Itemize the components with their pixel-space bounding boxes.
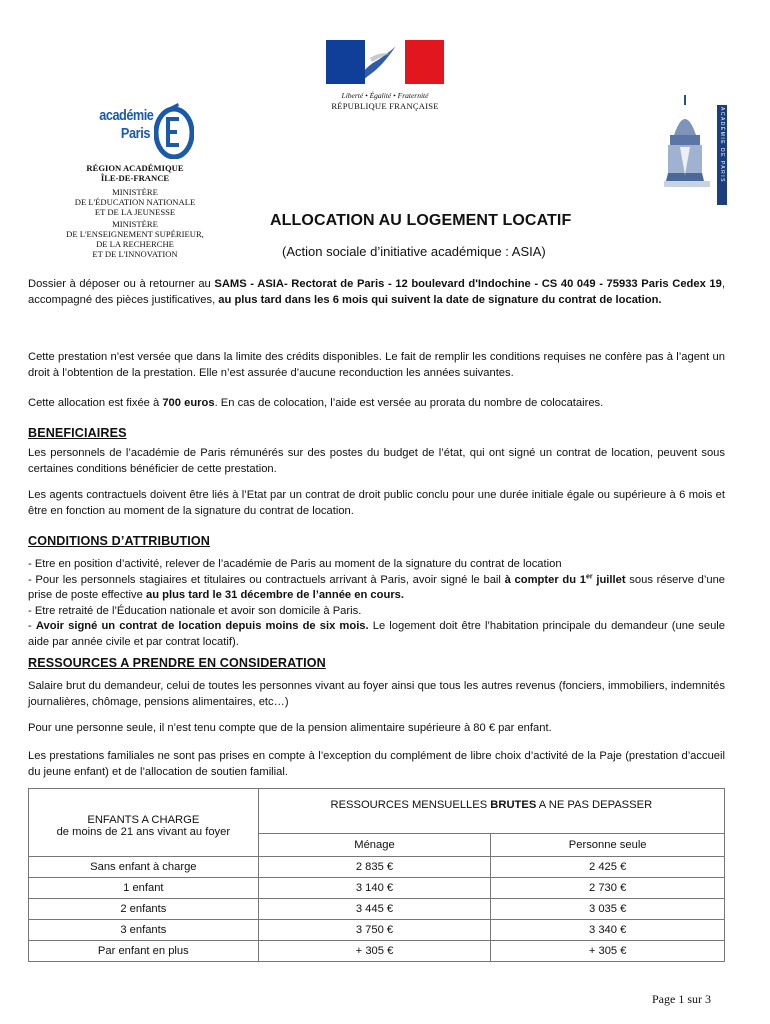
table-cell-menage: 3 140 €	[258, 878, 491, 899]
header-text-1: RESSOURCES MENSUELLES	[330, 799, 491, 811]
table-cell-seule: + 305 €	[491, 941, 725, 962]
sorbonne-logo	[664, 95, 732, 207]
condition-2-text-1: - Pour les personnels stagiaires et titulaires ou contractuels arrivant à Paris, avoir signé le bail	[28, 573, 505, 586]
table-cell-label: 1 enfant	[29, 878, 259, 899]
credits-paragraph: Cette prestation n’est versée que dans la limite des crédits disponibles. Le fait de remplir les conditions requises ne confère pas à l’agent un droit à l’obtention de la prestation. Elle n’est assurée d’aucune reconduction les années suivantes.	[28, 351, 725, 379]
region-line-1: RÉGION ACADÉMIQUE	[86, 163, 184, 173]
ministere-2-line-4: ET DE L'INNOVATION	[92, 249, 178, 259]
col1-header-line-2: de moins de 21 ans vivant au foyer	[56, 825, 231, 838]
table-cell-seule: 3 340 €	[491, 920, 725, 941]
beneficiaires-heading: BENEFICIAIRES	[28, 426, 127, 440]
condition-item-2	[28, 573, 725, 604]
amount-value: 700 euros	[162, 397, 215, 409]
condition-2-date: à compter du 1	[504, 573, 587, 586]
sorbonne-band-text: ACADÉMIE DE PARIS	[719, 107, 725, 183]
header-bold: BRUTES	[490, 799, 537, 811]
republique-logo	[326, 40, 444, 111]
table-sub-seule: Personne seule	[491, 834, 725, 857]
republique-name: RÉPUBLIQUE FRANÇAISE	[331, 101, 439, 111]
page-title: ALLOCATION AU LOGEMENT LOCATIF	[270, 212, 572, 229]
table-col1-header	[29, 789, 259, 857]
intro-paragraph	[28, 277, 725, 308]
republique-devise: Liberté • Égalité • Fraternité	[341, 91, 429, 100]
region-academique	[50, 164, 220, 183]
beneficiaires-p1: Les personnels de l’académie de Paris rémunérés sur des postes du budget de l’état, qui ont signé un contrat de location, peuvent sous certaines conditions bénéficier de cette prestation.	[28, 447, 725, 475]
ressources-p2: Pour une personne seule, il n’est tenu compte que de la pension alimentaire supérieure à 80 € par enfant.	[28, 722, 552, 734]
dome-building-icon	[664, 95, 714, 195]
ressources-p3: Les prestations familiales ne sont pas prises en compte à l’exception du complément de libre choix d’activité de la Paje (prestation d’accueil du jeune enfant) et de l’allocation de soutien familial.	[28, 750, 725, 778]
ressources-table	[28, 788, 725, 962]
col1-header-line-1: ENFANTS A CHARGE	[87, 813, 200, 826]
table-cell-menage: + 305 €	[258, 941, 491, 962]
conditions-heading: CONDITIONS D’ATTRIBUTION	[28, 534, 210, 548]
table-cell-seule: 2 425 €	[491, 857, 725, 878]
condition-2-text-2: sous réserve d’une prise de poste effective	[28, 573, 726, 601]
table-row	[29, 920, 725, 941]
condition-4-dash: -	[28, 620, 36, 632]
ministere-2-line-2: DE L'ENSEIGNEMENT SUPÉRIEUR,	[66, 229, 204, 239]
condition-item-1: - Etre en position d’activité, relever de l’académie de Paris au moment de la signature du contrat de location	[28, 558, 562, 570]
condition-2-deadline: au plus tard le 31 décembre de l’année en cours.	[145, 589, 404, 601]
ministere-enseignement	[40, 219, 230, 259]
table-cell-label: 3 enfants	[29, 920, 259, 941]
intro-text-1: Dossier à déposer ou à retourner au	[28, 278, 215, 290]
table-cell-menage: 2 835 €	[258, 857, 491, 878]
amount-paragraph	[28, 396, 725, 412]
region-line-2: ÎLE-DE-FRANCE	[100, 172, 170, 183]
beneficiaires-p2: Les agents contractuels doivent être liés à l’Etat par un contrat de droit public conclu pour une durée initiale égale ou supérieure à 6 mois et être en fonction au moment de la signature du contrat de location.	[28, 489, 725, 517]
condition-4-text: Le logement doit être l’habitation principale du demandeur (une seule aide par année civile et par contrat locatif).	[28, 620, 726, 648]
condition-item-4	[28, 619, 725, 650]
condition-2-month: juillet	[592, 573, 626, 586]
table-cell-menage: 3 445 €	[258, 899, 491, 920]
table-sub-menage: Ménage	[258, 834, 491, 857]
header-text-2: A NE PAS DEPASSER	[536, 799, 653, 811]
table-cell-label: Sans enfant à charge	[29, 857, 259, 878]
table-cell-label: 2 enfants	[29, 899, 259, 920]
ministere-2-line-3: DE LA RECHERCHE	[96, 239, 174, 249]
table-row	[29, 941, 725, 962]
amount-text-1: Cette allocation est fixée à	[28, 397, 163, 409]
condition-4-bold: Avoir signé un contrat de location depuis moins de six mois.	[35, 620, 369, 632]
conditions-list	[28, 557, 725, 650]
page-number: Page 1 sur 3	[652, 992, 711, 1006]
page-subtitle: (Action sociale d’initiative académique : ASIA)	[282, 244, 546, 259]
academie-logo	[90, 103, 200, 161]
condition-item-3: - Etre retraité de l’Éducation nationale et avoir son domicile à Paris.	[28, 604, 362, 617]
ministere-1-line-2: DE L'ÉDUCATION NATIONALE	[74, 197, 196, 207]
amount-text-2: . En cas de colocation, l’aide est versée au prorata du nombre de colocataires.	[214, 397, 604, 409]
academie-e-icon	[154, 103, 194, 159]
ministere-1-line-3: ET DE LA JEUNESSE	[94, 207, 176, 217]
table-cell-seule: 3 035 €	[491, 899, 725, 920]
marianne-flag-icon	[326, 40, 444, 84]
ressources-heading: RESSOURCES A PRENDRE EN CONSIDERATION	[28, 656, 326, 670]
table-row	[29, 899, 725, 920]
ressources-p1: Salaire brut du demandeur, celui de toutes les personnes vivant au foyer ainsi que tous les autres revenus (fonciers, immobiliers, indemnités journalières, chômage, pensions alimentaires, etc…)	[28, 680, 725, 708]
ministere-education	[40, 187, 230, 217]
table-cell-label: Par enfant en plus	[29, 941, 259, 962]
intro-text-2: , accompagné des pièces justificatives,	[28, 278, 725, 306]
table-cell-menage: 3 750 €	[258, 920, 491, 941]
academie-logo-word: académie	[99, 107, 154, 124]
table-main-header	[258, 789, 724, 834]
table-row	[29, 878, 725, 899]
table-cell-seule: 2 730 €	[491, 878, 725, 899]
ministere-2-line-1: MINISTÈRE	[112, 219, 158, 229]
ministere-1-line-1: MINISTÈRE	[112, 187, 158, 197]
condition-2-sup: er	[586, 572, 593, 580]
table-row	[29, 857, 725, 878]
intro-address: SAMS - ASIA- Rectorat de Paris - 12 boulevard d'Indochine - CS 40 049 - 75933 Paris Cedex 19	[214, 278, 722, 290]
intro-deadline: au plus tard dans les 6 mois qui suivent la date de signature du contrat de location.	[218, 293, 662, 306]
academie-logo-city: Paris	[120, 125, 150, 142]
